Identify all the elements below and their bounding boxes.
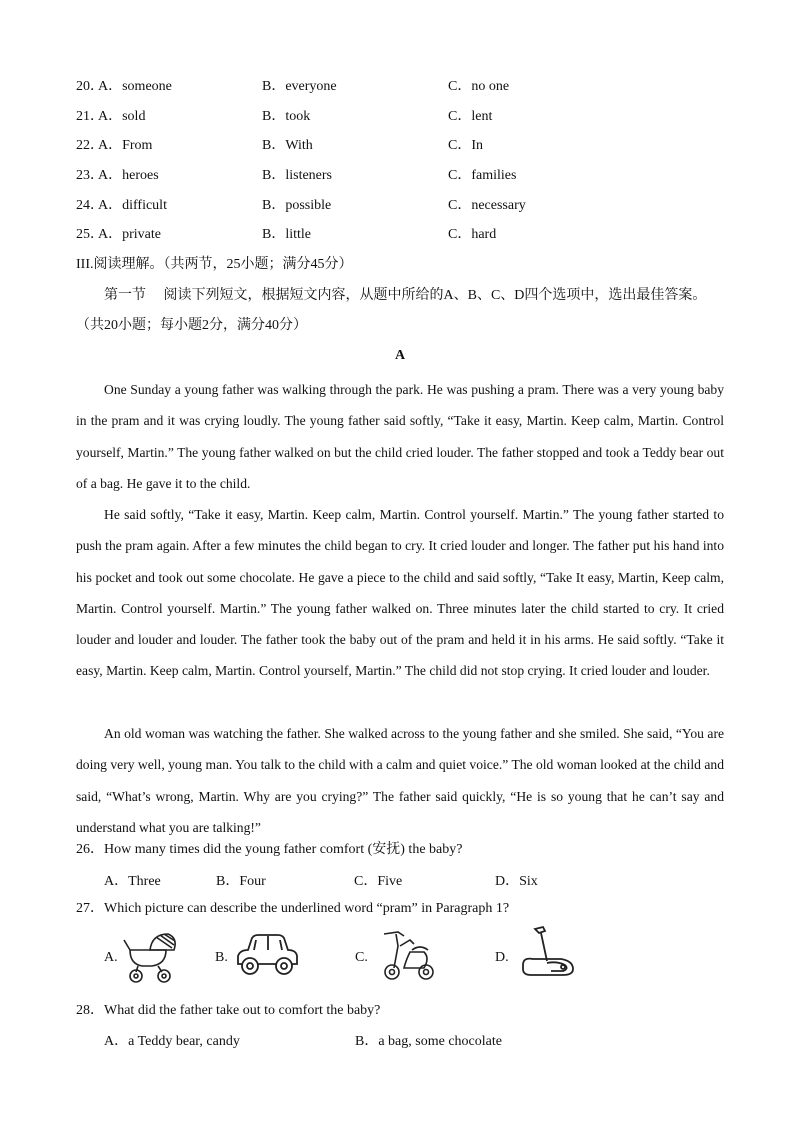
option-c: C．In xyxy=(448,138,483,153)
section-title: III.阅读理解。（共两节，25小题；满分45分） xyxy=(76,257,353,272)
option-b: B．With xyxy=(262,138,313,153)
question-number: 23． xyxy=(76,168,104,183)
q26-option-c: C．Five xyxy=(354,874,403,889)
option-a: A．From xyxy=(98,138,153,153)
option-b: B．listeners xyxy=(262,168,332,183)
question-28-stem: 28．What did the father take out to comfort the baby? xyxy=(76,1003,381,1018)
option-b: B．little xyxy=(262,227,311,242)
scooter-icon xyxy=(380,928,438,984)
option-a: A．difficult xyxy=(98,198,167,213)
question-26-stem: 26．How many times did the young father comfort (安抚) the baby? xyxy=(76,842,463,857)
q26-option-b: B．Four xyxy=(216,874,266,889)
q27-option-d-label: D. xyxy=(495,950,509,965)
question-number: 20． xyxy=(76,79,104,94)
car-icon xyxy=(232,932,302,978)
q26-option-d: D．Six xyxy=(495,874,538,889)
q27-option-a-label: A. xyxy=(104,950,118,965)
option-b: B．possible xyxy=(262,198,332,213)
question-27-stem: 27．Which picture can describe the underlined word “pram” in Paragraph 1? xyxy=(76,901,510,916)
kick-scooter-icon xyxy=(517,925,577,983)
q28-option-b: B．a bag, some chocolate xyxy=(355,1034,502,1049)
option-c: C．necessary xyxy=(448,198,526,213)
passage-paragraph-2 xyxy=(76,499,724,687)
option-c: C．no one xyxy=(448,79,510,94)
q27-option-c-label: C. xyxy=(355,950,368,965)
passage-label: A xyxy=(394,348,406,363)
passage-paragraph-1 xyxy=(76,374,724,499)
option-a: A．sold xyxy=(98,109,146,124)
paragraph-text: One Sunday a young father was walking through the park. He was pushing a pram. There was a very young baby in the pram and it was crying loudly. The young father said softly, “Take it easy, Martin. Keep calm, Martin. Control yourself, Martin.” The young father walked on but the child cried louder. The father stopped and took a Teddy bear out of a bag. He gave it to the child. xyxy=(76,382,724,491)
option-a: A．someone xyxy=(98,79,172,94)
question-number: 24． xyxy=(76,198,104,213)
part-scoring-note: （共20小题；每小题2分，满分40分） xyxy=(76,318,307,333)
option-c: C．families xyxy=(448,168,517,183)
q27-option-b-label: B. xyxy=(215,950,228,965)
option-c: C．lent xyxy=(448,109,493,124)
paragraph-text: An old woman was watching the father. She walked across to the young father and she smiled. She said, “You are doing very well, young man. You talk to the child with a calm and quiet voice.” The old woman looked at the child and said, “What’s wrong, Martin. Why are you crying?” The father said quickly, “He is so young that he can’t say and understand what you are talking!” xyxy=(76,726,724,835)
option-a: A．private xyxy=(98,227,161,242)
option-b: B．everyone xyxy=(262,79,337,94)
pram-icon xyxy=(122,928,186,984)
paragraph-text: He said softly, “Take it easy, Martin. Keep calm, Martin. Control yourself. Martin.” The young father started to push the pram again. After a few minutes the child began to cry. It cried louder and longer. The father put his hand into his pocket and took out some chocolate. He gave a piece to the child and said softly, “Take It easy, Martin, Keep calm, Martin. Control yourself. Martin.” The young father walked on. Three minutes later the child started to cry. It cried louder and louder and louder. The father took the baby out of the pram and held it in his arms. He said softly. “Take it easy, Martin. Keep calm, Martin. Control yourself, Martin.” The child did not stop crying. It cried louder and louder. xyxy=(76,507,724,679)
question-number: 22． xyxy=(76,138,104,153)
option-c: C．hard xyxy=(448,227,497,242)
q26-option-a: A．Three xyxy=(104,874,161,889)
question-number: 21． xyxy=(76,109,104,124)
option-b: B．took xyxy=(262,109,311,124)
passage-paragraph-3 xyxy=(76,718,724,843)
q28-option-a: A．a Teddy bear, candy xyxy=(104,1034,240,1049)
part-instructions: 第一节 阅读下列短文，根据短文内容，从题中所给的A、B、C、D四个选项中，选出最佳答案。 xyxy=(104,288,707,303)
question-number: 25． xyxy=(76,227,104,242)
option-a: A．heroes xyxy=(98,168,159,183)
